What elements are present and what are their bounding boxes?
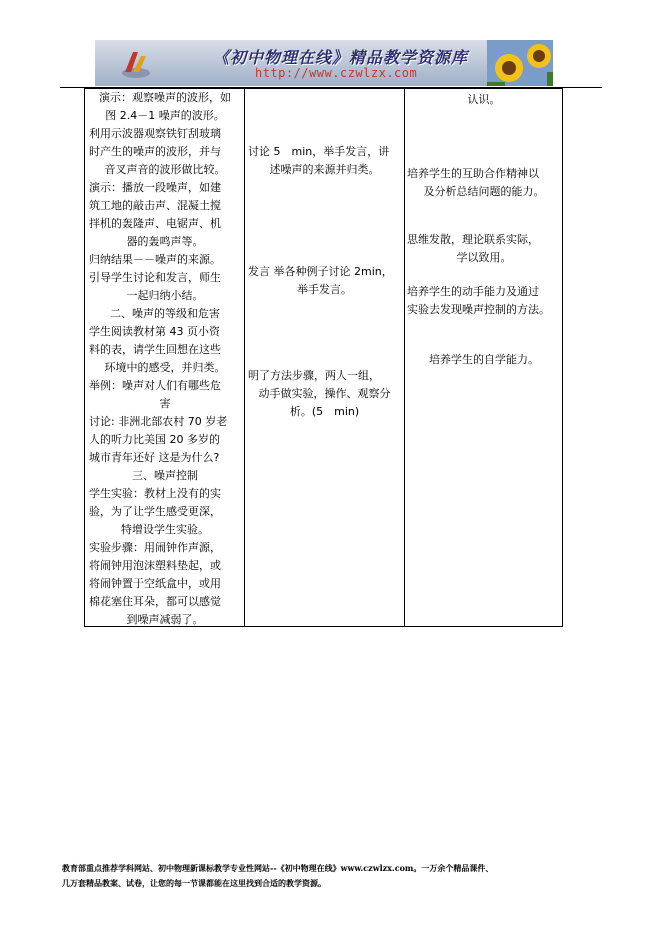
teaching-activity-column — [85, 89, 245, 626]
text-line: 及分析总结问题的能力。 — [423, 185, 545, 198]
text-line: 思维发散，理论联系实际， — [407, 233, 539, 246]
text-line: 讨论 5 min，举手发言，讲 — [248, 145, 390, 158]
text-line: 培养学生的互助合作精神以 — [407, 167, 539, 180]
text-line: 动手做实验，操作、观察分 — [258, 387, 391, 400]
text-line: 述噪声的来源并归类。 — [269, 163, 380, 176]
text-line: 器的轰鸣声等。 — [126, 235, 204, 248]
text-line: 引导学生讨论和发言，师生 — [89, 271, 221, 284]
text-line: 讨论: 非洲北部农村 70 岁老 — [89, 415, 228, 428]
footer-line: 教育部重点推荐学科网站、初中物理新课标教学专业性网站--《初中物理在线》www.czwlzx.com。一万余个精品课件、 — [62, 863, 494, 873]
text-line: 实验去发现噪声控制的方法。 — [407, 303, 550, 316]
text-line: 料的表，请学生回想在这些 — [89, 343, 221, 356]
page-footer — [62, 861, 622, 891]
site-title: 《初中物理在线》精品教学资源库 — [213, 48, 469, 67]
text-line: 举例：噪声对人们有哪些危 — [89, 379, 221, 392]
text-line: 培养学生的动手能力及通过 — [407, 285, 539, 298]
header-banner — [95, 40, 553, 86]
text-line: 归纳结果－－噪声的来源。 — [89, 253, 221, 266]
text-line: 举手发言。 — [297, 283, 352, 296]
text-line: 演示：观察噪声的波形，如 — [99, 91, 231, 104]
design-intent-column — [404, 89, 562, 626]
lesson-table — [84, 88, 563, 627]
text-line: 城市青年还好 这是为什么? — [89, 451, 220, 464]
text-line: 一起归纳小结。 — [126, 289, 204, 302]
text-line: 验，为了让学生感受更深， — [89, 505, 221, 518]
text-line: 人的听力比美国 20 多岁的 — [89, 433, 220, 446]
text-line: 环境中的感受，并归类。 — [104, 361, 226, 374]
text-line: 时产生的噪声的波形，并与 — [89, 145, 221, 158]
text-line: 演示：播放一段噪声，如建 — [89, 181, 221, 194]
text-line: 学生实验：教材上没有的实 — [89, 487, 221, 500]
text-line: 音叉声音的波形做比较。 — [104, 163, 226, 176]
text-line: 拌机的轰隆声、电锯声、机 — [89, 217, 221, 230]
text-line: 利用示波器观察铁钉刮玻璃 — [89, 127, 221, 140]
text-line: 析。(5 min) — [289, 405, 360, 418]
section-heading: 二、噪声的等级和危害 — [110, 307, 220, 320]
text-line: 认识。 — [467, 93, 501, 106]
text-line: 发言 举各种例子讨论 2min， — [248, 265, 393, 278]
text-line: 图 2.4－1 噪声的波形。 — [105, 109, 225, 122]
text-line: 害 — [159, 397, 171, 410]
text-line: 明了方法步骤，两人一组， — [248, 369, 380, 382]
text-line: 实验步骤：用闹钟作声源， — [89, 541, 221, 554]
section-heading: 三、噪声控制 — [132, 469, 198, 482]
sunflower-icon — [487, 40, 553, 86]
text-line: 到噪声减弱了。 — [126, 613, 204, 626]
site-url: http://www.czwlzx.com — [255, 66, 418, 80]
text-line: 培养学生的自学能力。 — [429, 353, 539, 366]
student-activity-column — [244, 89, 405, 626]
text-line: 筑工地的敲击声、混凝土搅 — [89, 199, 221, 212]
text-line: 学生阅读教材第 43 页小资 — [89, 325, 220, 338]
text-line: 棉花塞住耳朵，都可以感觉 — [89, 595, 221, 608]
text-line: 将闹钟用泡沫塑料垫起，或 — [89, 559, 221, 572]
text-line: 学以致用。 — [456, 251, 512, 264]
text-line: 将闹钟置于空纸盒中，或用 — [89, 577, 221, 590]
footer-line: 几万套精品教案、试卷，让您的每一节课都能在这里找到合适的教学资源。 — [62, 878, 326, 888]
site-logo-icon — [119, 46, 153, 80]
text-line: 特增设学生实验。 — [121, 523, 209, 536]
